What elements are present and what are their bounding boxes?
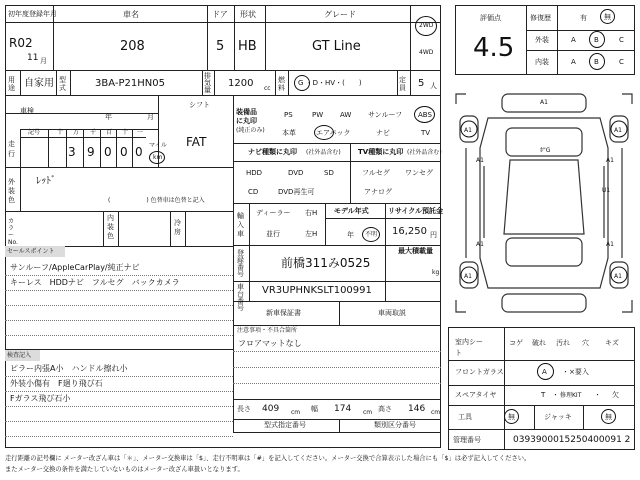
- seat-label: 室内シート: [455, 338, 483, 357]
- displacement-value: 1200: [228, 78, 254, 89]
- sales-point-line1: サンルーフ/AppleCarPlay/純正ナビ: [10, 263, 140, 272]
- exterior-b: B: [594, 36, 599, 44]
- model-year-unknown: 不明: [365, 231, 378, 238]
- navi-sd: SD: [324, 169, 334, 177]
- diagram-a1-f: A1: [540, 99, 548, 106]
- seat-scratch: キズ: [605, 339, 619, 347]
- mileage-unit-ichi: 一: [137, 129, 144, 136]
- max-load-unit: kg: [432, 269, 440, 276]
- height-label: 高さ: [378, 405, 392, 413]
- grade-label: グレード: [324, 10, 356, 19]
- tools-value: 無: [508, 413, 515, 421]
- reg-month-unit: 月: [40, 57, 47, 65]
- spare-label: スペアタイヤ: [455, 391, 497, 399]
- color-value: ﾚｯﾄﾞ: [36, 176, 56, 187]
- doors-value: 5: [216, 39, 225, 54]
- diagram-a1-tr: A1: [614, 127, 622, 134]
- diagram-a1-rm: A1: [606, 241, 614, 248]
- mileage-digit-1: 3: [68, 145, 76, 159]
- tv-fullseg: フルセグ: [362, 169, 390, 177]
- class-number-label: 類別区分番号: [374, 421, 416, 429]
- diagram-ho: ﾎ"G: [540, 147, 551, 154]
- length-value: 409: [262, 404, 280, 414]
- tv-analog: アナログ: [364, 188, 392, 196]
- score-value: 4.5: [473, 33, 515, 63]
- capacity-unit: 人: [430, 82, 437, 90]
- seat-tear: 破れ: [532, 339, 546, 347]
- model-code-value: 3BA-P21HN05: [95, 78, 165, 89]
- exterior-a: A: [571, 36, 576, 44]
- navi-hdd: HDD: [246, 169, 263, 177]
- repair-yes: 有: [580, 14, 587, 22]
- model-value: 208: [120, 39, 145, 54]
- cc-unit: cc: [264, 85, 271, 92]
- import-right: 右H: [305, 209, 318, 217]
- doors-label: ドア: [212, 10, 228, 19]
- import-dealer: ディーラー: [256, 209, 291, 217]
- import-left: 左H: [305, 230, 318, 238]
- diagram-a1-bl: A1: [464, 273, 472, 280]
- mileage-digit-5: 0: [135, 145, 143, 159]
- inspector-line2: 外装小傷有 F廻り飛び石: [10, 379, 103, 388]
- jack-label: ジャッキ: [544, 413, 572, 421]
- seat-dirt: 汚れ: [556, 339, 570, 347]
- inspection-year: 年: [105, 113, 112, 121]
- height-unit: cm: [431, 409, 441, 416]
- equip-tv: TV: [421, 129, 431, 137]
- equip-pw: PW: [312, 111, 324, 119]
- model-code-label: 型式: [59, 76, 66, 92]
- spare-dot1: ・: [552, 391, 559, 399]
- seat-hole: 穴: [582, 339, 589, 347]
- mileage-unit-ju: 十: [122, 129, 129, 136]
- mileage-unit-man: 万: [73, 129, 80, 136]
- sales-point-label: セールスポイント: [7, 248, 55, 255]
- model-label: 車名: [123, 10, 139, 19]
- car-diagram: [448, 88, 640, 320]
- usage-value: 自家用: [24, 78, 54, 89]
- width-value: 174: [334, 404, 352, 414]
- inspection-label: 車検: [20, 107, 34, 115]
- navi-cd: CD: [248, 188, 259, 196]
- notes-line1: フロアマットなし: [238, 339, 302, 348]
- diagram-a1-lm: A1: [476, 241, 484, 248]
- inspector-notes-label: 検査記入: [7, 352, 32, 359]
- capacity-value: 5: [418, 78, 425, 89]
- shift-label: シフト: [189, 101, 210, 109]
- mgmt-label: 管理番号: [453, 436, 481, 444]
- navi-dvdplay: DVD再生可: [278, 188, 315, 196]
- import-label: 輸入車: [237, 212, 244, 238]
- navi-title-sub: (社外品含む): [306, 149, 341, 156]
- equip-ps: PS: [284, 111, 293, 119]
- footer-line2: またメーター交換の条件を満たしていないものはメーター改ざん車扱いとなります。: [5, 466, 244, 473]
- diagram-u1: U1: [602, 187, 611, 194]
- navi-dvd: DVD: [288, 169, 304, 177]
- km-label: km: [153, 154, 163, 161]
- recycle-unit: 円: [430, 231, 437, 239]
- length-unit: cm: [291, 409, 301, 416]
- tv-title-sub: (社外品含む): [407, 149, 442, 156]
- mileage-unit-sen: 千: [90, 129, 97, 136]
- reg-era: R02: [9, 36, 33, 50]
- inspector-line3: Fガラス飛び石小: [10, 394, 71, 403]
- width-label: 幅: [311, 405, 318, 413]
- mileage-unit-hyaku: 百: [106, 129, 113, 136]
- width-unit: cm: [363, 409, 373, 416]
- seat-burn: コゲ: [509, 339, 523, 347]
- inspector-line1: ピラー内張A小 ハンドル擦れ小: [10, 364, 128, 373]
- tv-title: TV種類に丸印: [358, 148, 404, 156]
- interior-c: C: [619, 58, 624, 66]
- shape-label: 形状: [240, 10, 256, 19]
- interior-color-label: 内装色: [107, 214, 114, 240]
- type-number-label: 型式指定番号: [264, 421, 306, 429]
- max-load-label: 最大積載量: [398, 247, 433, 255]
- recycle-label: リサイクル預託金: [388, 207, 444, 215]
- spare-t: T: [541, 391, 546, 399]
- notes-label: 注意事項・不具合箇所: [237, 327, 298, 334]
- interior-a: A: [571, 58, 576, 66]
- spare-kit: 修理KIT: [560, 392, 582, 399]
- manual-label: 車両取説: [378, 309, 406, 317]
- inspection-month: 月: [147, 113, 154, 121]
- spare-dot2: ・: [594, 391, 601, 399]
- drive-2wd: 2WD: [419, 22, 434, 29]
- equip-abs: ABS: [418, 111, 432, 119]
- diagram-a1-tl: A1: [464, 127, 472, 134]
- tools-label: 工具: [458, 413, 472, 421]
- vin-value: VR3UPHNKSLT100991: [262, 285, 372, 296]
- mileage-digit-3: 0: [104, 145, 112, 159]
- fuel-label: 燃料: [278, 76, 285, 92]
- height-value: 146: [408, 404, 426, 414]
- reg-month: 11: [27, 53, 39, 63]
- equip-airbag: エアバック: [316, 129, 351, 137]
- exterior-c: C: [619, 36, 624, 44]
- diagram-a1-br: A1: [614, 273, 622, 280]
- shift-value: FAT: [186, 135, 207, 149]
- footer-line1: 走行距離の記号欄に メーター改ざん車は「＊」、メーター交換車は「$」、走行不明車は「#」を記入してください。メーター交換で合算表示した場合にも「$」は必ず記入してください。: [5, 455, 531, 462]
- equipment-label: 装備品に丸印: [236, 108, 257, 125]
- warranty-label: 新車保証書: [266, 309, 301, 317]
- model-year-unit: 年: [347, 231, 354, 239]
- sales-point-line2: キーレス HDDナビ フルセグ バックカメラ: [10, 278, 180, 287]
- repair-no: 無: [604, 13, 611, 21]
- diagram-a1-r: A1: [606, 157, 614, 164]
- mileage-digit-2: 9: [87, 145, 95, 159]
- spare-missing: 欠: [612, 391, 619, 399]
- equip-sunroof: サンルーフ: [368, 111, 403, 119]
- interior-b: B: [594, 58, 599, 66]
- capacity-label: 定員: [399, 76, 406, 92]
- color-no-label: カラーNo.: [8, 218, 18, 246]
- repair-label: 修復歴: [530, 14, 551, 22]
- length-label: 長さ: [237, 405, 251, 413]
- grade-value: GT Line: [312, 39, 361, 54]
- color-note: ( ) 色替車は色替と記入: [108, 197, 205, 204]
- exterior-label: 外装: [535, 36, 549, 44]
- equip-leather: 本革: [282, 129, 296, 137]
- navi-title: ナビ種類に丸印: [248, 148, 297, 156]
- front-glass-x: ・×要入: [562, 368, 589, 376]
- model-year-label: モデル年式: [334, 207, 369, 215]
- equip-navi: ナビ: [376, 129, 390, 137]
- score-label: 評価点: [480, 14, 501, 22]
- mileage-unit-10man: 十: [57, 129, 64, 136]
- front-glass-label: フロントガラス: [455, 368, 504, 376]
- mile-label: マイル: [149, 142, 167, 149]
- equipment-sub: (純正のみ): [236, 127, 265, 134]
- front-glass-ok: A: [542, 368, 547, 376]
- diagram-a1-l: A1: [476, 157, 484, 164]
- shape-value: HB: [238, 39, 257, 54]
- mileage-digit-4: 0: [120, 145, 128, 159]
- color-label: 外装色: [8, 178, 15, 204]
- displacement-label: 排気量: [204, 72, 211, 94]
- interior-label: 内装: [535, 58, 549, 66]
- drive-4wd: 4WD: [419, 49, 434, 56]
- tv-oneseg: ワンセグ: [405, 169, 433, 177]
- mileage-label: 走行: [8, 140, 15, 158]
- mileage-unit-symbol: 記号: [28, 129, 41, 136]
- mgmt-value: 0393900015250400091 2: [513, 435, 631, 445]
- plate-value: 前橋311み0525: [281, 256, 371, 270]
- reg-date-label: 初年度登録年月: [8, 10, 57, 18]
- vin-label: 車台番号: [237, 283, 244, 312]
- equip-aw: AW: [340, 111, 352, 119]
- jack-value: 無: [605, 413, 612, 421]
- import-parallel: 並行: [266, 230, 280, 238]
- recycle-value: 16,250: [392, 226, 427, 237]
- cold-label: 冷房: [174, 219, 181, 236]
- usage-label: 用途: [8, 76, 15, 92]
- plate-label: 登録番号: [237, 249, 244, 278]
- fuel-options: G ・D・HV・( ): [298, 79, 362, 87]
